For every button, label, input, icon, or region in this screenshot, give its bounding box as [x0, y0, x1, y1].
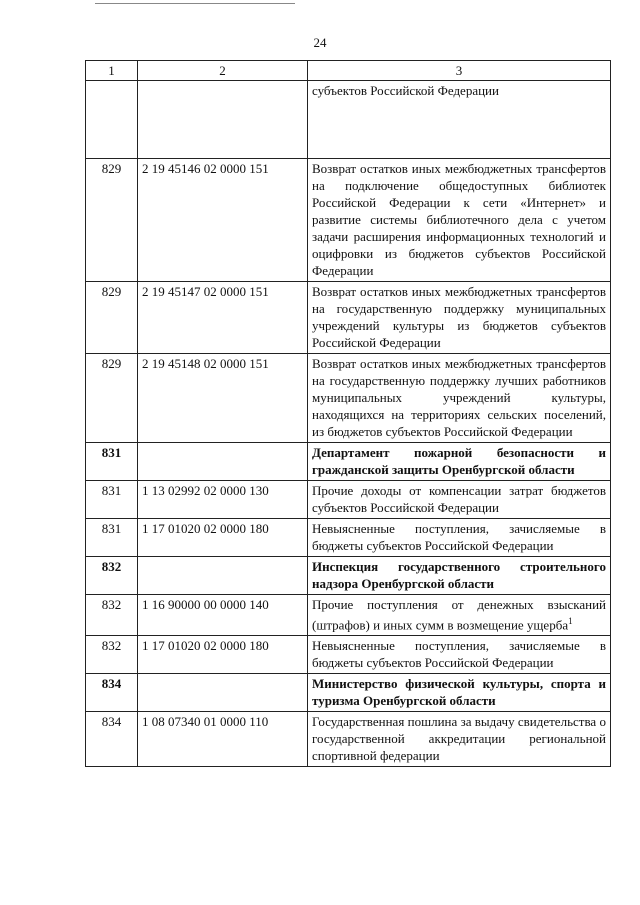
admin-code-cell: 834: [86, 712, 138, 767]
admin-code-cell: 832: [86, 557, 138, 595]
description-cell: [308, 282, 611, 354]
description-cell: [308, 519, 611, 557]
admin-code-cell: 834: [86, 674, 138, 712]
description-text: Невыясненные поступления, зачисляемые в бюджеты субъектов Российской Федерации: [312, 638, 606, 671]
description-cell: [308, 674, 611, 712]
description-cell: [308, 159, 611, 282]
description-text: Возврат остатков иных межбюджетных трансфертов на государственную поддержку муниципальных учреждений культуры из бюджетов субъектов Российской Федерации: [312, 284, 606, 350]
page-number: 24: [313, 35, 327, 50]
table-row: [86, 282, 611, 354]
budget-classification-code-cell: 1 17 01020 02 0000 180: [138, 636, 308, 674]
description-text: Возврат остатков иных межбюджетных трансфертов на государственную поддержку лучших работников муниципальных учреждений культуры, находящихся на территориях сельских поселений, из бюджетов субъектов Российской Федерации: [312, 356, 606, 439]
footnote-marker: 1: [568, 616, 573, 626]
description-cell: [308, 354, 611, 443]
admin-code-cell: [86, 81, 138, 159]
column-header-3: 3: [308, 61, 611, 81]
table-header-row: [86, 61, 611, 81]
section-header-row: [86, 674, 611, 712]
admin-code-cell: 832: [86, 636, 138, 674]
description-cell: [308, 81, 611, 159]
admin-code-cell: 829: [86, 282, 138, 354]
description-text: Инспекция государственного строительного надзора Оренбургской области: [312, 559, 606, 591]
section-header-row: [86, 557, 611, 595]
budget-classification-code-cell: 1 16 90000 00 0000 140: [138, 595, 308, 636]
budget-classification-code-cell: [138, 443, 308, 481]
table-row: [86, 354, 611, 443]
budget-classification-code-cell: 2 19 45146 02 0000 151: [138, 159, 308, 282]
description-text: субъектов Российской Федерации: [312, 83, 499, 98]
admin-code-cell: 832: [86, 595, 138, 636]
description-cell: [308, 557, 611, 595]
description-text: Прочие поступления от денежных взысканий (штрафов) и иных сумм в возмещение ущерба: [312, 597, 606, 633]
revenue-codes-table: [85, 60, 611, 767]
admin-code-cell: 831: [86, 443, 138, 481]
description-cell: [308, 595, 611, 636]
description-text: Министерство физической культуры, спорта и туризма Оренбургской области: [312, 676, 606, 709]
admin-code-cell: 831: [86, 519, 138, 557]
description-text: Прочие доходы от компенсации затрат бюджетов субъектов Российской Федерации: [312, 483, 606, 515]
section-header-row: [86, 443, 611, 481]
description-text: Невыясненные поступления, зачисляемые в бюджеты субъектов Российской Федерации: [312, 521, 606, 553]
description-text: Государственная пошлина за выдачу свидетельства о государственной аккредитации региональной спортивной федерации: [312, 714, 606, 764]
table-row: [86, 519, 611, 557]
column-header-2: 2: [138, 61, 308, 81]
description-cell: [308, 636, 611, 674]
budget-classification-code-cell: 1 08 07340 01 0000 110: [138, 712, 308, 767]
table-row: [86, 595, 611, 636]
budget-classification-code-cell: [138, 557, 308, 595]
budget-classification-code-cell: 1 17 01020 02 0000 180: [138, 519, 308, 557]
admin-code-cell: 829: [86, 354, 138, 443]
description-text: Департамент пожарной безопасности и гражданской защиты Оренбургской области: [312, 445, 606, 477]
budget-classification-code-cell: 2 19 45148 02 0000 151: [138, 354, 308, 443]
description-cell: [308, 443, 611, 481]
table-row: [86, 712, 611, 767]
description-text: Возврат остатков иных межбюджетных трансфертов на подключение общедоступных библиотек Российской Федерации к сети «Интернет» и развитие системы библиотечного дела с учетом задачи расширения информационных технологий и оцифровки из бюджетов субъектов Российской Федерации: [312, 161, 606, 278]
admin-code-cell: 831: [86, 481, 138, 519]
admin-code-cell: 829: [86, 159, 138, 282]
budget-classification-code-cell: [138, 674, 308, 712]
table-row: [86, 636, 611, 674]
description-cell: [308, 481, 611, 519]
budget-classification-code-cell: [138, 81, 308, 159]
table-row: [86, 159, 611, 282]
column-header-1: 1: [86, 61, 138, 81]
description-cell: [308, 712, 611, 767]
table-row: [86, 481, 611, 519]
budget-classification-code-cell: 2 19 45147 02 0000 151: [138, 282, 308, 354]
budget-classification-code-cell: 1 13 02992 02 0000 130: [138, 481, 308, 519]
top-rule: [95, 3, 295, 4]
table-row: [86, 81, 611, 159]
